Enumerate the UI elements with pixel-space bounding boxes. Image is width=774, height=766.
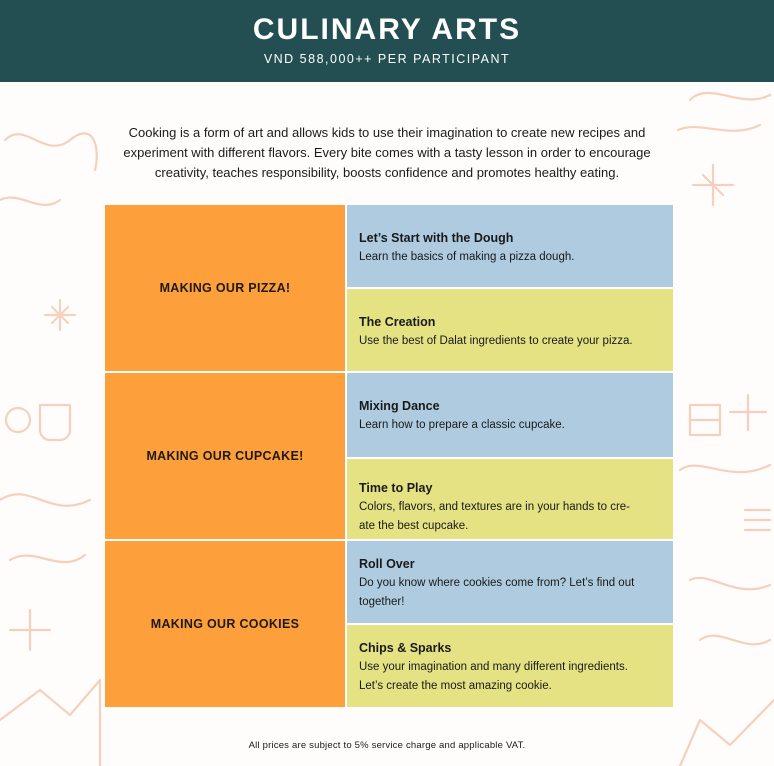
sparkle-icon <box>693 165 733 205</box>
intro-line: experiment with different flavors. Every bite comes with a tasty lesson in order to encourage <box>123 145 651 160</box>
item-name: Roll Over <box>359 556 415 571</box>
program-table <box>105 205 673 707</box>
price-subtitle: VND 588,000++ PER PARTICIPANT <box>263 52 511 66</box>
item-desc: together! <box>359 595 405 608</box>
squiggle-icon <box>0 198 60 205</box>
program-item <box>347 459 673 539</box>
item-desc: ate the best cupcake. <box>359 519 469 532</box>
cup-icon <box>690 405 720 435</box>
program-item <box>347 205 673 287</box>
squiggle-icon <box>690 93 770 100</box>
program-item <box>347 541 673 623</box>
intro-line: Cooking is a form of art and allows kids to use their imagination to create new recipes and <box>128 125 646 140</box>
intro-paragraph <box>100 123 674 183</box>
item-desc: Use your imagination and many different ingredients. <box>359 660 628 673</box>
item-desc: Let’s create the most amazing cookie. <box>359 679 552 692</box>
bar-lines-icon <box>745 510 770 530</box>
squiggle-icon <box>0 494 90 506</box>
item-name: The Creation <box>359 314 436 329</box>
sparkle-icon <box>45 300 75 330</box>
item-name: Time to Play <box>359 480 433 495</box>
sparkle-icon <box>10 610 50 650</box>
item-desc: Learn how to prepare a classic cupcake. <box>359 418 565 431</box>
mountain-icon <box>0 680 100 766</box>
program-item <box>347 289 673 371</box>
group-items <box>347 373 673 539</box>
squiggle-icon <box>5 133 97 170</box>
squiggle-icon <box>690 578 770 589</box>
group-label: MAKING OUR PIZZA! <box>105 205 345 371</box>
item-desc: Use the best of Dalat ingredients to create your pizza. <box>359 334 633 347</box>
group-label: MAKING OUR COOKIES <box>105 541 345 707</box>
item-desc: Learn the basics of making a pizza dough. <box>359 251 575 263</box>
squiggle-icon <box>680 465 770 472</box>
squiggle-icon <box>10 555 85 562</box>
mountain-icon <box>680 700 774 766</box>
item-desc: Do you know where cookies come from? Let’s find out <box>359 576 635 589</box>
program-group-cupcake <box>105 373 673 539</box>
group-label: MAKING OUR CUPCAKE! <box>105 373 345 539</box>
item-name: Mixing Dance <box>359 398 440 413</box>
item-desc: Colors, flavors, and textures are in your hands to cre- <box>359 500 631 513</box>
page-title: CULINARY ARTS <box>252 13 522 46</box>
program-group-cookies <box>105 541 673 707</box>
group-items <box>347 205 673 371</box>
sparkle-icon <box>730 395 766 430</box>
program-item <box>347 625 673 707</box>
cup-icon <box>40 405 70 440</box>
squiggle-icon <box>678 125 760 131</box>
circle-icon <box>6 408 30 432</box>
intro-line: creativity, teaches responsibility, boosts confidence and promotes healthy eating. <box>154 165 620 180</box>
page-header <box>0 0 774 82</box>
item-name: Chips & Sparks <box>359 640 452 655</box>
program-item <box>347 373 673 457</box>
squiggle-icon <box>700 636 770 645</box>
footer-note: All prices are subject to 5% service charge and applicable VAT. <box>248 740 526 751</box>
program-group-pizza <box>105 205 673 371</box>
item-name: Let’s Start with the Dough <box>359 231 514 245</box>
group-items <box>347 541 673 707</box>
